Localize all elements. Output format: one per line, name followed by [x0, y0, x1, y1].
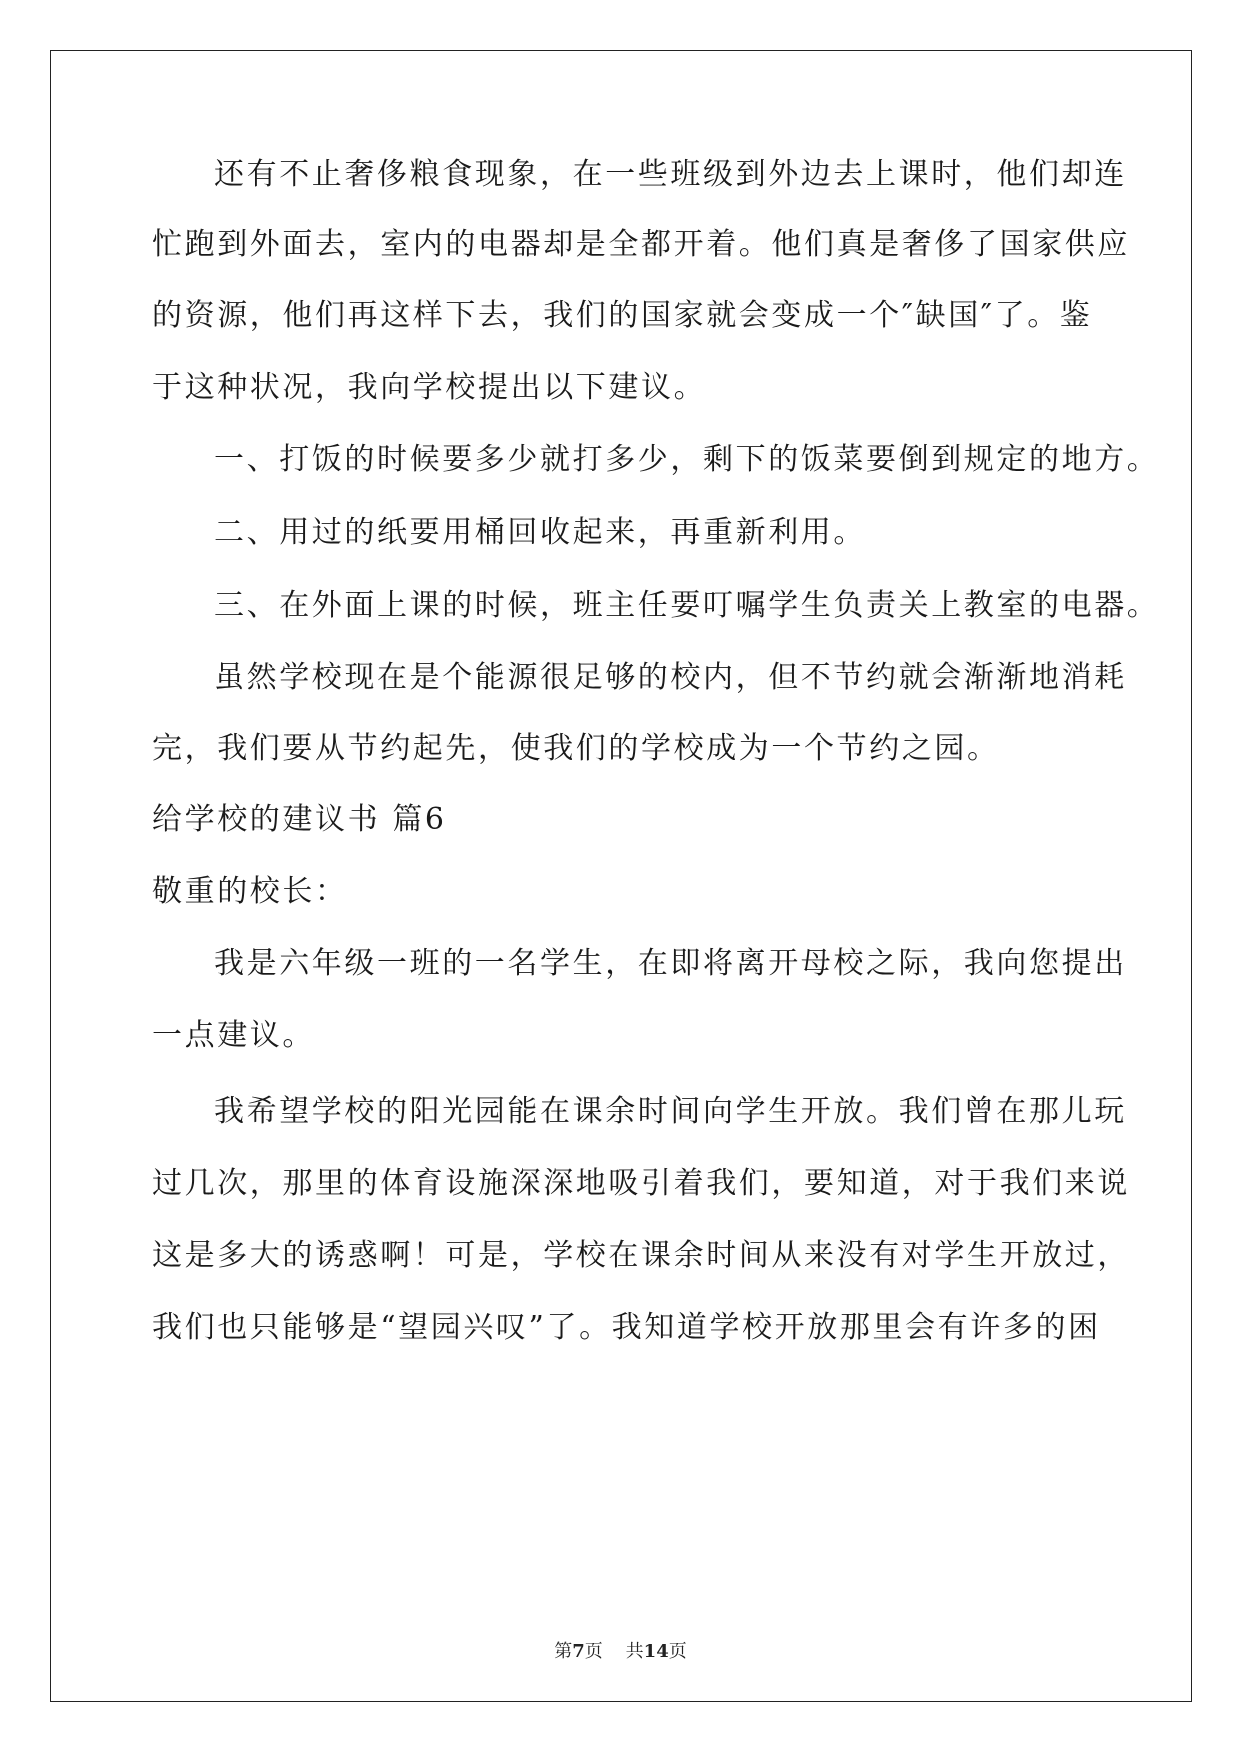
page-suffix: 页 [584, 1641, 603, 1662]
text-line: 过几次，那里的体育设施深深地吸引着我们，要知道，对于我们来说 [152, 1166, 1130, 1201]
total-suffix: 页 [668, 1641, 687, 1662]
text-line: 我是六年级一班的一名学生，在即将离开母校之际，我向您提出 [214, 946, 1127, 981]
text-line: 完，我们要从节约起先，使我们的学校成为一个节约之园。 [152, 731, 1000, 766]
text-line: 二、用过的纸要用桶回收起来，再重新利用。 [214, 515, 866, 550]
salutation: 敬重的校长： [152, 874, 348, 909]
text-line: 虽然学校现在是个能源很足够的校内，但不节约就会渐渐地消耗 [214, 660, 1127, 695]
page-number: 7 [572, 1641, 585, 1662]
text-line: 我们也只能够是“望园兴叹”了。我知道学校开放那里会有许多的困 [152, 1310, 1101, 1345]
page-total: 14 [643, 1641, 669, 1662]
text-line: 还有不止奢侈粮食现象，在一些班级到外边去上课时，他们却连 [214, 157, 1127, 192]
page-footer [0, 1640, 1241, 1664]
total-prefix: 共 [625, 1641, 644, 1662]
section-heading: 给学校的建议书 篇6 [152, 802, 447, 837]
text-line: 的资源，他们再这样下去，我们的国家就会变成一个″缺国″了。鉴 [152, 298, 1093, 333]
text-line: 我希望学校的阳光园能在课余时间向学生开放。我们曾在那儿玩 [214, 1094, 1127, 1129]
text-line: 于这种状况，我向学校提出以下建议。 [152, 370, 707, 405]
text-line: 这是多大的诱惑啊！可是，学校在课余时间从来没有对学生开放过， [152, 1238, 1130, 1273]
text-line: 一、打饭的时候要多少就打多少，剩下的饭菜要倒到规定的地方。 [214, 442, 1160, 477]
text-line: 三、在外面上课的时候，班主任要叮嘱学生负责关上教室的电器。 [214, 588, 1160, 623]
page-prefix: 第 [554, 1641, 573, 1662]
text-line: 忙跑到外面去，室内的电器却是全都开着。他们真是奢侈了国家供应 [152, 227, 1130, 262]
text-line: 一点建议。 [152, 1018, 315, 1053]
